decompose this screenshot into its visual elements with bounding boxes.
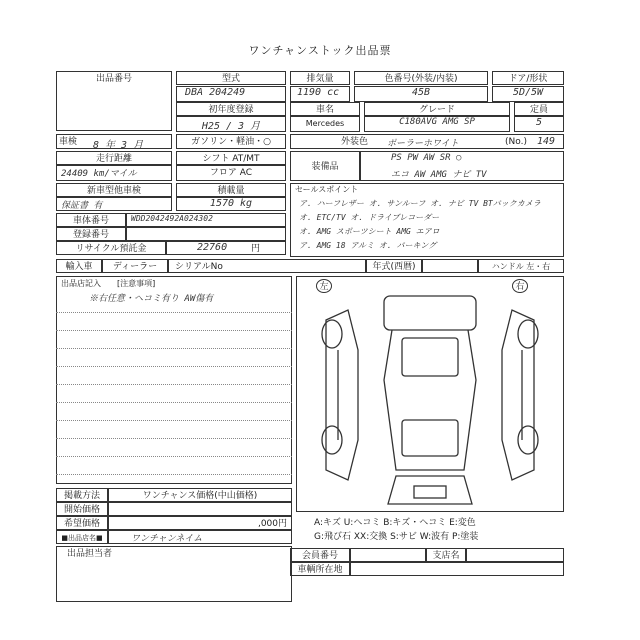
exhibitor-box bbox=[56, 546, 292, 602]
grade-label: グレード bbox=[364, 102, 510, 116]
grade-value: C180AVG AMG SP bbox=[364, 116, 510, 132]
recycle-value: 22760 bbox=[197, 242, 228, 253]
inspection-cell bbox=[56, 134, 172, 149]
member-value bbox=[350, 548, 426, 562]
serial-label: シリアルNo bbox=[168, 259, 366, 273]
kataben-label: 新車型他車検 bbox=[56, 183, 172, 197]
hope-cell bbox=[108, 516, 292, 530]
no-value: 149 bbox=[537, 136, 556, 147]
equipment-values bbox=[360, 151, 564, 181]
chassis-label: 車体番号 bbox=[56, 213, 126, 227]
car-damage-diagram bbox=[296, 290, 564, 510]
reg-no-value bbox=[126, 227, 286, 241]
notes-area bbox=[56, 276, 292, 484]
sales-point-4: ア. AMG 18 アルミ オ. パーキング bbox=[299, 241, 437, 250]
right-side-label: 右 bbox=[512, 279, 528, 293]
displacement-label: 排気量 bbox=[290, 71, 350, 85]
recycle-label: リサイクル預託金 bbox=[56, 241, 166, 255]
ext-color-value: ポーラーホワイト bbox=[387, 139, 459, 149]
document-title: ワンチャンストック出品票 bbox=[248, 44, 392, 57]
recycle-unit: 円 bbox=[251, 244, 261, 254]
equipment-label: 装備品 bbox=[290, 151, 360, 181]
fuel-label: ガソリン・軽油・○ bbox=[176, 134, 286, 149]
kataben-value: 保証書 有 bbox=[56, 197, 172, 211]
equipment-line-1: PS PW AW SR ○ bbox=[391, 153, 462, 163]
year-value bbox=[422, 259, 478, 273]
handle-label: ハンドル 左・右 bbox=[478, 259, 564, 273]
sales-points-label: セールスポイント bbox=[295, 185, 359, 194]
hope-suffix: ,000円 bbox=[257, 519, 287, 529]
equipment-line-2: エコ AW AMG ナビ TV bbox=[391, 170, 487, 180]
mileage-label: 走行距離 bbox=[56, 151, 172, 165]
no-label: (No.) bbox=[505, 137, 527, 147]
location-label: 車輌所在地 bbox=[290, 562, 350, 576]
location-value bbox=[350, 562, 564, 576]
dealer-label: ディーラー bbox=[102, 259, 168, 273]
seats-value: 5 bbox=[514, 116, 564, 132]
notes-label: 出品店記入 bbox=[61, 279, 101, 288]
chassis-value: WDD2042492A024302 bbox=[126, 213, 286, 227]
sales-point-3: オ. AMG スポーツシート AMG エアロ bbox=[299, 227, 440, 236]
exhibitor-label: 出品担当者 bbox=[67, 549, 113, 559]
ext-color-label: 外装色 bbox=[341, 137, 369, 147]
first-reg-value: H25 / 3 月 bbox=[176, 116, 286, 132]
notes-sub: [注意事項] bbox=[117, 279, 156, 288]
member-label: 会員番号 bbox=[290, 548, 350, 562]
car-name-value: Mercedes bbox=[290, 116, 360, 132]
color-code-label: 色番号(外装/内装) bbox=[354, 71, 488, 85]
lot-no-label: 出品番号 bbox=[56, 71, 172, 131]
sales-point-2: オ. ETC/TV オ. ドライブレコーダー bbox=[299, 213, 440, 222]
method-value: ワンチャンス価格(中山価格) bbox=[108, 488, 292, 502]
doors-value: 5D/5W bbox=[492, 86, 564, 102]
car-name-label: 車名 bbox=[290, 102, 360, 116]
inspection-value: 8 年 3 月 bbox=[93, 140, 144, 151]
method-label: 掲載方法 bbox=[56, 488, 108, 502]
legend-line-2: G:飛び石 XX:交換 S:サビ W:波有 P:塗装 bbox=[314, 532, 479, 542]
model-value: DBA 204249 bbox=[176, 86, 286, 102]
import-label: 輸入車 bbox=[56, 259, 102, 273]
recycle-cell bbox=[166, 241, 286, 255]
notes-value: ※右任意・ヘコミ有り AW傷有 bbox=[89, 294, 214, 304]
seats-label: 定員 bbox=[514, 102, 564, 116]
doors-label: ドア/形状 bbox=[492, 71, 564, 85]
weight-label: 積載量 bbox=[176, 183, 286, 197]
first-reg-label: 初年度登録 bbox=[176, 102, 286, 116]
branch-label: 支店名 bbox=[426, 548, 466, 562]
color-code-value: 45B bbox=[354, 86, 488, 102]
start-label: 開始価格 bbox=[56, 502, 108, 516]
sales-points-box bbox=[290, 183, 564, 257]
reg-no-label: 登録番号 bbox=[56, 227, 126, 241]
hope-label: 希望価格 bbox=[56, 516, 108, 530]
legend-line-1: A:キズ U:ヘコミ B:キズ・ヘコミ E:変色 bbox=[314, 518, 476, 528]
branch-value bbox=[466, 548, 564, 562]
start-value bbox=[108, 502, 292, 516]
inspection-label: 車検 bbox=[59, 137, 78, 147]
ext-color-cell bbox=[290, 134, 564, 149]
sales-point-1: ア. ハーフレザー オ. サンルーフ オ. ナビ TV BTバックカメラ bbox=[299, 199, 541, 208]
shop-label: ■出品店名■ bbox=[56, 530, 108, 544]
year-label: 年式(西暦) bbox=[366, 259, 422, 273]
model-label: 型式 bbox=[176, 71, 286, 85]
displacement-value: 1190 cc bbox=[290, 86, 350, 102]
left-side-label: 左 bbox=[316, 279, 332, 293]
shift-value: フロア AC bbox=[176, 165, 286, 181]
weight-value: 1570 kg bbox=[176, 197, 286, 211]
shop-value: ワンチャンネイム bbox=[108, 530, 292, 544]
mileage-value: 24409 km/マイル bbox=[56, 165, 172, 181]
shift-label: シフト AT/MT bbox=[176, 151, 286, 165]
